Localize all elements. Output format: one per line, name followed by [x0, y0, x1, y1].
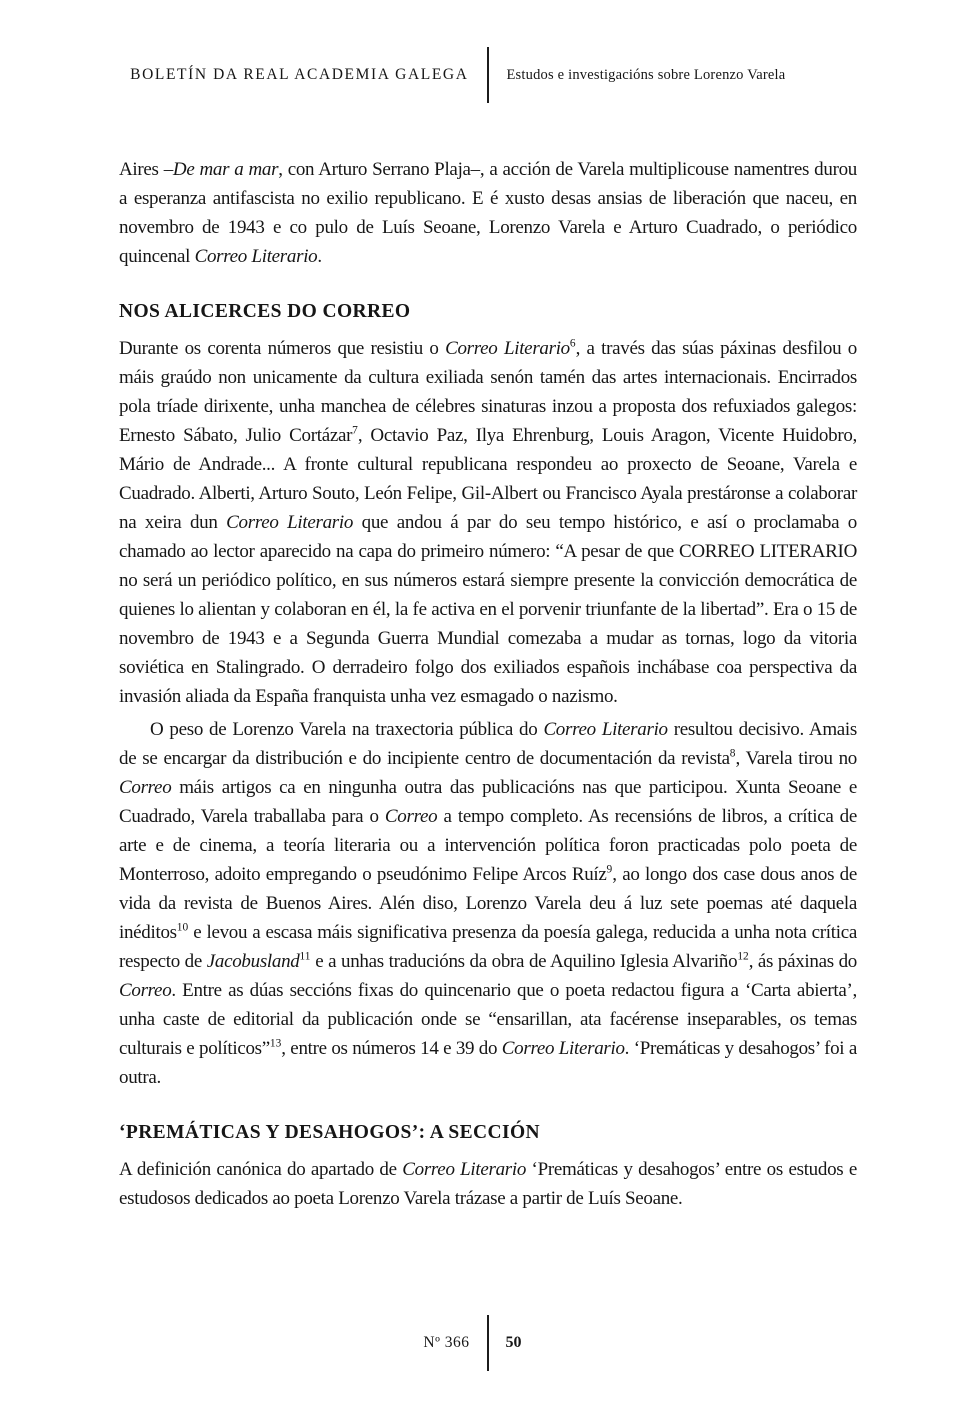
paragraph: Durante os corenta números que resistiu o Correo Literario$^6$, a través das súas páxinas desfilou o máis graúdo non unicamente da cultura exiliada senón tamén das artes internacionais. Encirrados pola tríade dirixente, unha manchea de célebres sinaturas inzou a proposta dos refuxiados galegos: Ernesto Sábato, Julio Cortázar$^7$, Octavio Paz, Ilya Ehrenburg, Louis Aragon, Vicente Huidobro, Mário de Andrade... A fronte cultural republicana respondeu ao proxecto de Seoane, Varela e Cuadrado. Alberti, Arturo Souto, León Felipe, Gil-Albert ou Francisco Ayala prestáronse a colaborar na xeira dun Correo Literario que andou á par do seu tempo histórico, e así o proclamaba o chamado ao lector aparecido na capa do primeiro número: “A pesar de que CORREO LITERARIO no será un periódico político, en sus números estará siempre presente la convicción democrática de quienes lo alientan y colaboran en él, la fe activa en el porvenir triunfante de la libertad”. Era o 15 de novembro de 1943 e a Segunda Guerra Mundial comezaba a mudar as tornas, logo da vitoria soviética en Stalingrado. O derradeiro folgo dos exiliados españois inchábase coa perspectiva da invasión aliada da España franquista unha vez esmagado o nazismo.: [119, 337, 857, 707]
page-number: 50: [505, 1334, 522, 1351]
paragraph-continuation: Aires –De mar a mar, con Arturo Serrano Plaja–, a acción de Varela multiplicouse namentres durou a esperanza antifascista no exilio republicano. E é xusto desas ansias de liberación que naceu, en novembro de 1943 e co pulo de Luís Seoane, Lorenzo Varela e Arturo Cuadrado, o periódico quincenal Correo Literario.: [119, 159, 857, 267]
article-body: [119, 155, 857, 1213]
section-heading-prematicas: ‘PREMÁTICAS Y DESAHOGOS’: A SECCIÓN: [119, 1122, 541, 1143]
page-footer: [0, 1315, 975, 1371]
journal-title: BOLETÍN DA REAL ACADEMIA GALEGA: [130, 66, 469, 83]
paragraph: O peso de Lorenzo Varela na traxectoria pública do Correo Literario resultou decisivo. Amais de se encargar da distribución e do incipiente centro de documentación da revista$^8$, Varela tirou no Correo máis artigos ca en ningunha outra das publicacións nas que participou. Xunta Seoane e Cuadrado, Varela traballaba para o Correo a tempo completo. As recensións de libros, a crítica de arte e de cinema, a teoría literaria ou a intervención política foron practicadas polo poeta de Monterroso, adoito empregando o pseudónimo Felipe Arcos Ruíz$^9$, ao longo dos case dous anos de vida da revista de Buenos Aires. Alén diso, Lorenzo Varela deu á luz sete poemas até daquela inéditos$^{10}$ e levou a escasa máis significativa presenza da poesía galega, reducida a unha nota crítica respecto de Jacobusland$^{11}$ e a unhas traducións da obra de Aquilino Iglesia Alvariño$^{12}$, ás páxinas do Correo. Entre as dúas seccións fixas do quincenario que o poeta redactou figura a ‘Carta abierta’, unha caste de editorial da publicación onde se “ensarillan, ata facérense inseparables, os temas culturais e políticos”$^{13}$, entre os números 14 e 39 do Correo Literario. ‘Premáticas y desahogos’ foi a outra.: [119, 719, 858, 1088]
page-header: [0, 47, 975, 103]
issue-number: Nº 366: [423, 1334, 470, 1351]
section-heading-nos-alicerces: NOS ALICERCES DO CORREO: [119, 301, 411, 322]
header-divider: [487, 47, 489, 103]
footer-divider: [487, 1315, 489, 1371]
header-subtitle: Estudos e investigacións sobre Lorenzo Varela: [506, 66, 786, 83]
paragraph: A definición canónica do apartado de Correo Literario ‘Premáticas y desahogos’ entre os estudos e estudosos dedicados ao poeta Lorenzo Varela trázase a partir de Luís Seoane.: [119, 1159, 858, 1209]
